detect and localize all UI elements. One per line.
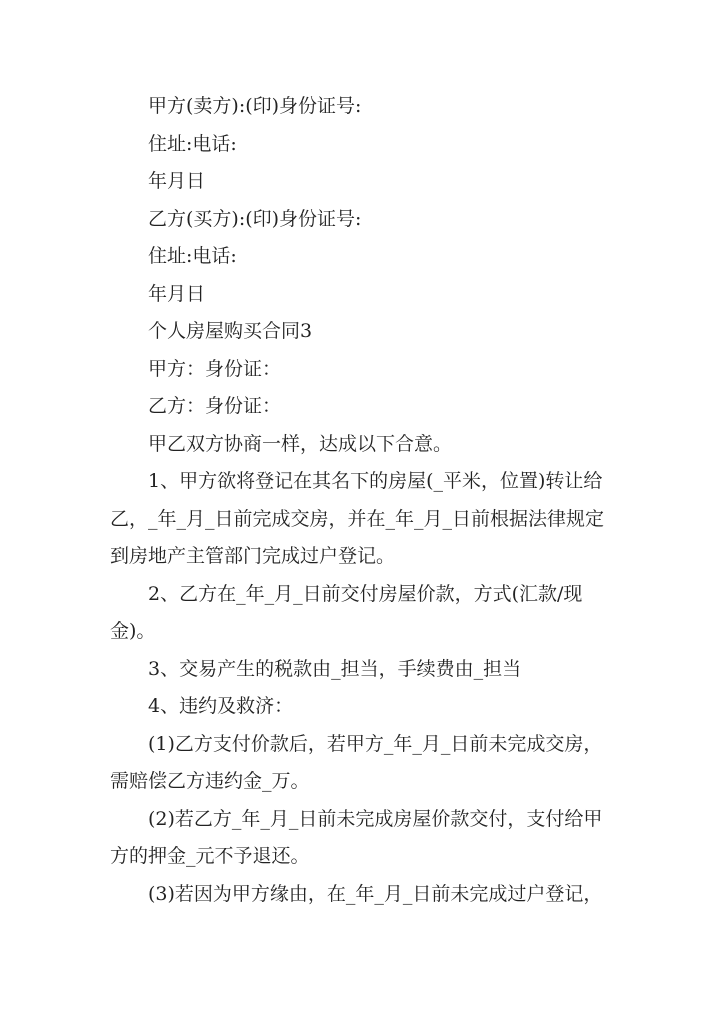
text-line: (2)若乙方_年_月_日前未完成房屋价款交付，支付给甲 [148,807,603,830]
text-line: 需赔偿乙方违约金_万。 [110,770,310,792]
text-line: 住址:电话: [148,245,237,267]
text-line: 4、违约及救济： [148,695,294,717]
text-line: 住址:电话: [148,132,237,155]
text-line: 3、交易产生的税款由_担当，手续费由_担当 [148,657,522,680]
text-line: 乙方：身份证： [148,395,282,417]
text-line: 乙方(买方):(印)身份证号: [148,207,362,230]
text-line: 到房地产主管部门完成过户登记。 [110,545,396,567]
document-body [110,88,610,913]
text-line: 年月日 [148,170,206,192]
text-line: 乙，_年_月_日前完成交房，并在_年_月_日前根据法律规定 [110,507,605,530]
text-line: (1)乙方支付价款后，若甲方_年_月_日前未完成交房， [148,732,603,755]
text-line: 年月日 [148,282,206,305]
text-line: 个人房屋购买合同3 [148,320,313,342]
text-line: 方的押金_元不予退还。 [110,845,310,867]
text-line: (3)若因为甲方缘由，在_年_月_日前未完成过户登记， [148,882,603,905]
text-line: 2、乙方在_年_月_日前交付房屋价款，方式(汇款/现 [148,582,583,605]
text-line: 甲方：身份证： [148,357,282,380]
text-line: 甲方(卖方):(印)身份证号: [148,95,362,117]
text-line: 甲乙双方协商一样，达成以下合意。 [148,432,453,455]
text-line: 金)。 [110,620,156,642]
text-line: 1、甲方欲将登记在其名下的房屋(_平米，位置)转让给 [148,470,603,492]
